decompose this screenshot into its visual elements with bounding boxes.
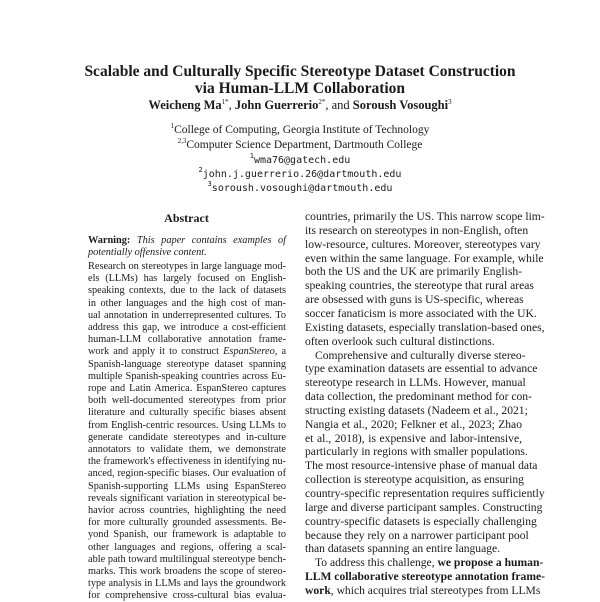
text-line: both the US and the UK are primarily English- [305,265,523,279]
text-line: Comprehensive and culturally diverse stereo- [315,348,526,362]
text-line: countries, primarily the US. This narrow scope lim- [305,210,545,223]
text-line: the framework's effectiveness in identifying nu- [88,456,286,468]
text-line: type analysis in LLMs and lays the groundwork [88,578,286,590]
warning-text: potentially offensive content. [88,247,207,258]
affiliation-text: College of Computing, Georgia Institute of Technology [174,124,430,136]
author-separator: , and [325,98,353,112]
affiliation-sup: 2,3 [177,137,187,145]
email-text: soroush.vosoughi@dartmouth.edu [211,183,393,194]
affiliation-sup: 1 [170,122,175,130]
text-line: both well-documented stereotypes from prior [88,395,286,407]
text-line: often overlook such cultural distinctions. [305,334,495,348]
text-line: address this gap, we introduce a cost-efficient [88,322,286,333]
text-line: data collection, the predominant method for con- [305,390,532,404]
text-line: other languages and regions, offering a scal- [88,541,286,553]
author-sup: 3 [448,98,452,106]
text-line: reveals significant variation in stereotypical be- [88,492,286,504]
text-line: Existing datasets, especially translation-based ones, [305,320,545,334]
affiliation [0,139,600,151]
text-line: structing existing datasets (Nadeem et al., 2021; [305,403,528,417]
text-line: anced, region-specific biases. Our evaluation of [88,468,286,480]
text-line: havior across countries, highlighting the need [88,505,286,516]
abstract-heading: Abstract [164,211,209,225]
text-line: because they rely on a narrower participant pool [305,528,529,542]
warning-label: Warning: [88,235,131,246]
text-line: yond Spanish, our framework is adaptable to [88,529,286,541]
affiliation-text: Computer Science Department, Dartmouth College [186,139,423,151]
text-line: even within the same language. For example, while [305,251,544,265]
text-line: Research on stereotypes in large language mod- [88,261,286,272]
text-line [305,570,545,584]
text-line: Nangia et al., 2020; Felkner et al., 2023; Zhao [305,417,522,431]
author-list [0,98,600,113]
author-separator: , [228,98,235,112]
text-line: speaking countries, the stereotype that rural areas [305,279,534,293]
text-segment: work [305,583,331,597]
text-line: els (LLMs) has largely focused on English- [88,273,286,285]
email-sup: 3 [207,180,212,188]
text-line [88,347,286,357]
text-line: particularly in regions with smaller populations. [305,445,528,459]
email [0,152,600,166]
text-line: from English-centric resources. Using LLMs to [88,419,286,431]
email-sup: 1 [249,152,254,160]
email [0,166,600,180]
text-line: are obsessed with guns is US-specific, whereas [305,293,524,307]
text-line: literature and culturally specific biases absent [88,407,286,419]
text-line: its research on stereotypes in non-English, often [305,223,529,237]
text-line: marks. This work broadens the scope of stereo- [88,566,286,577]
text-line: collection is stereotype acquisition, as ensuring [305,473,524,487]
text-line: in other languages and the high cost of man- [88,297,286,309]
email-text: wma76@gatech.edu [253,155,351,166]
paper-title-line-2: via Human-LLM Collaboration [194,80,406,97]
text-line: than datasets spanning an entire language. [305,542,501,556]
warning-line [88,248,286,258]
text-segment: we propose a human- [437,556,544,570]
text-line: Spanish-language stereotype dataset spanning [88,358,286,370]
text-line: et al., 2018), is expensive and labor-intensive, [305,431,522,445]
text-line: annotators to validate them, we demonstrate [88,444,286,455]
text-line: human-LLM collaborative annotation frame- [88,334,286,346]
text-line [305,583,541,597]
text-line: country-specific representation requires sufficiently [305,487,545,500]
email [0,180,600,194]
author-name: Weicheng Ma [148,98,222,112]
text-segment: work and apply it to construct [88,346,224,358]
text-line: large and diverse participant samples. Constructing [305,500,543,514]
text-line: rope and Latin America. EspanStereo captures [88,383,286,394]
text-line: speaking contexts, due to the lack of datasets [88,285,286,297]
text-line: country-specific datasets is especially challenging [305,514,537,528]
text-line: Spanish-supporting LLMs using EspanStereo [88,480,286,492]
email-sup: 2 [198,166,203,174]
text-line: for more culturally grounded assessments. Be- [88,517,286,529]
text-segment: To address this challenge, [315,556,438,570]
text-line: low-resource, cultures. Moreover, stereotypes vary [305,237,541,251]
text-segment: LLM collaborative stereotype annotation frame- [305,570,545,584]
text-line [305,556,544,570]
text-line: ual annotation in underrepresented cultures. To [88,309,286,321]
text-line: for comprehensive cross-cultural bias evalua- [88,590,286,602]
author-sup: 1* [221,98,229,106]
text-segment: , which acquires trial stereotypes from LLMs [330,583,541,597]
author-name: John Guerrerio [234,98,319,112]
text-line: The most resource-intensive phase of manual data [305,459,538,473]
warning-text: This paper contains examples of [136,235,287,246]
text-line: able path toward multilingual stereotype bench- [88,553,286,565]
text-line: soccer fanaticism is more associated with the UK. [305,306,537,320]
warning-line [88,236,286,246]
text-line: type examination datasets are essential to advance [305,362,538,376]
author-name: Soroush Vosoughi [352,98,449,112]
text-line: stereotype research in LLMs. However, manual [305,376,526,390]
author-sup: 2* [318,98,326,106]
email-text: john.j.guerrerio.26@dartmouth.edu [202,169,402,180]
text-line: generate candidate stereotypes and in-culture [88,431,286,443]
affiliation [0,124,600,136]
text-segment: EspanStereo [223,346,275,358]
text-line: multiple Spanish-speaking countries across Eu- [88,370,286,382]
paper-title-line-1: Scalable and Culturally Specific Stereotype Dataset Construction [84,63,516,80]
text-segment: , a [274,346,287,358]
